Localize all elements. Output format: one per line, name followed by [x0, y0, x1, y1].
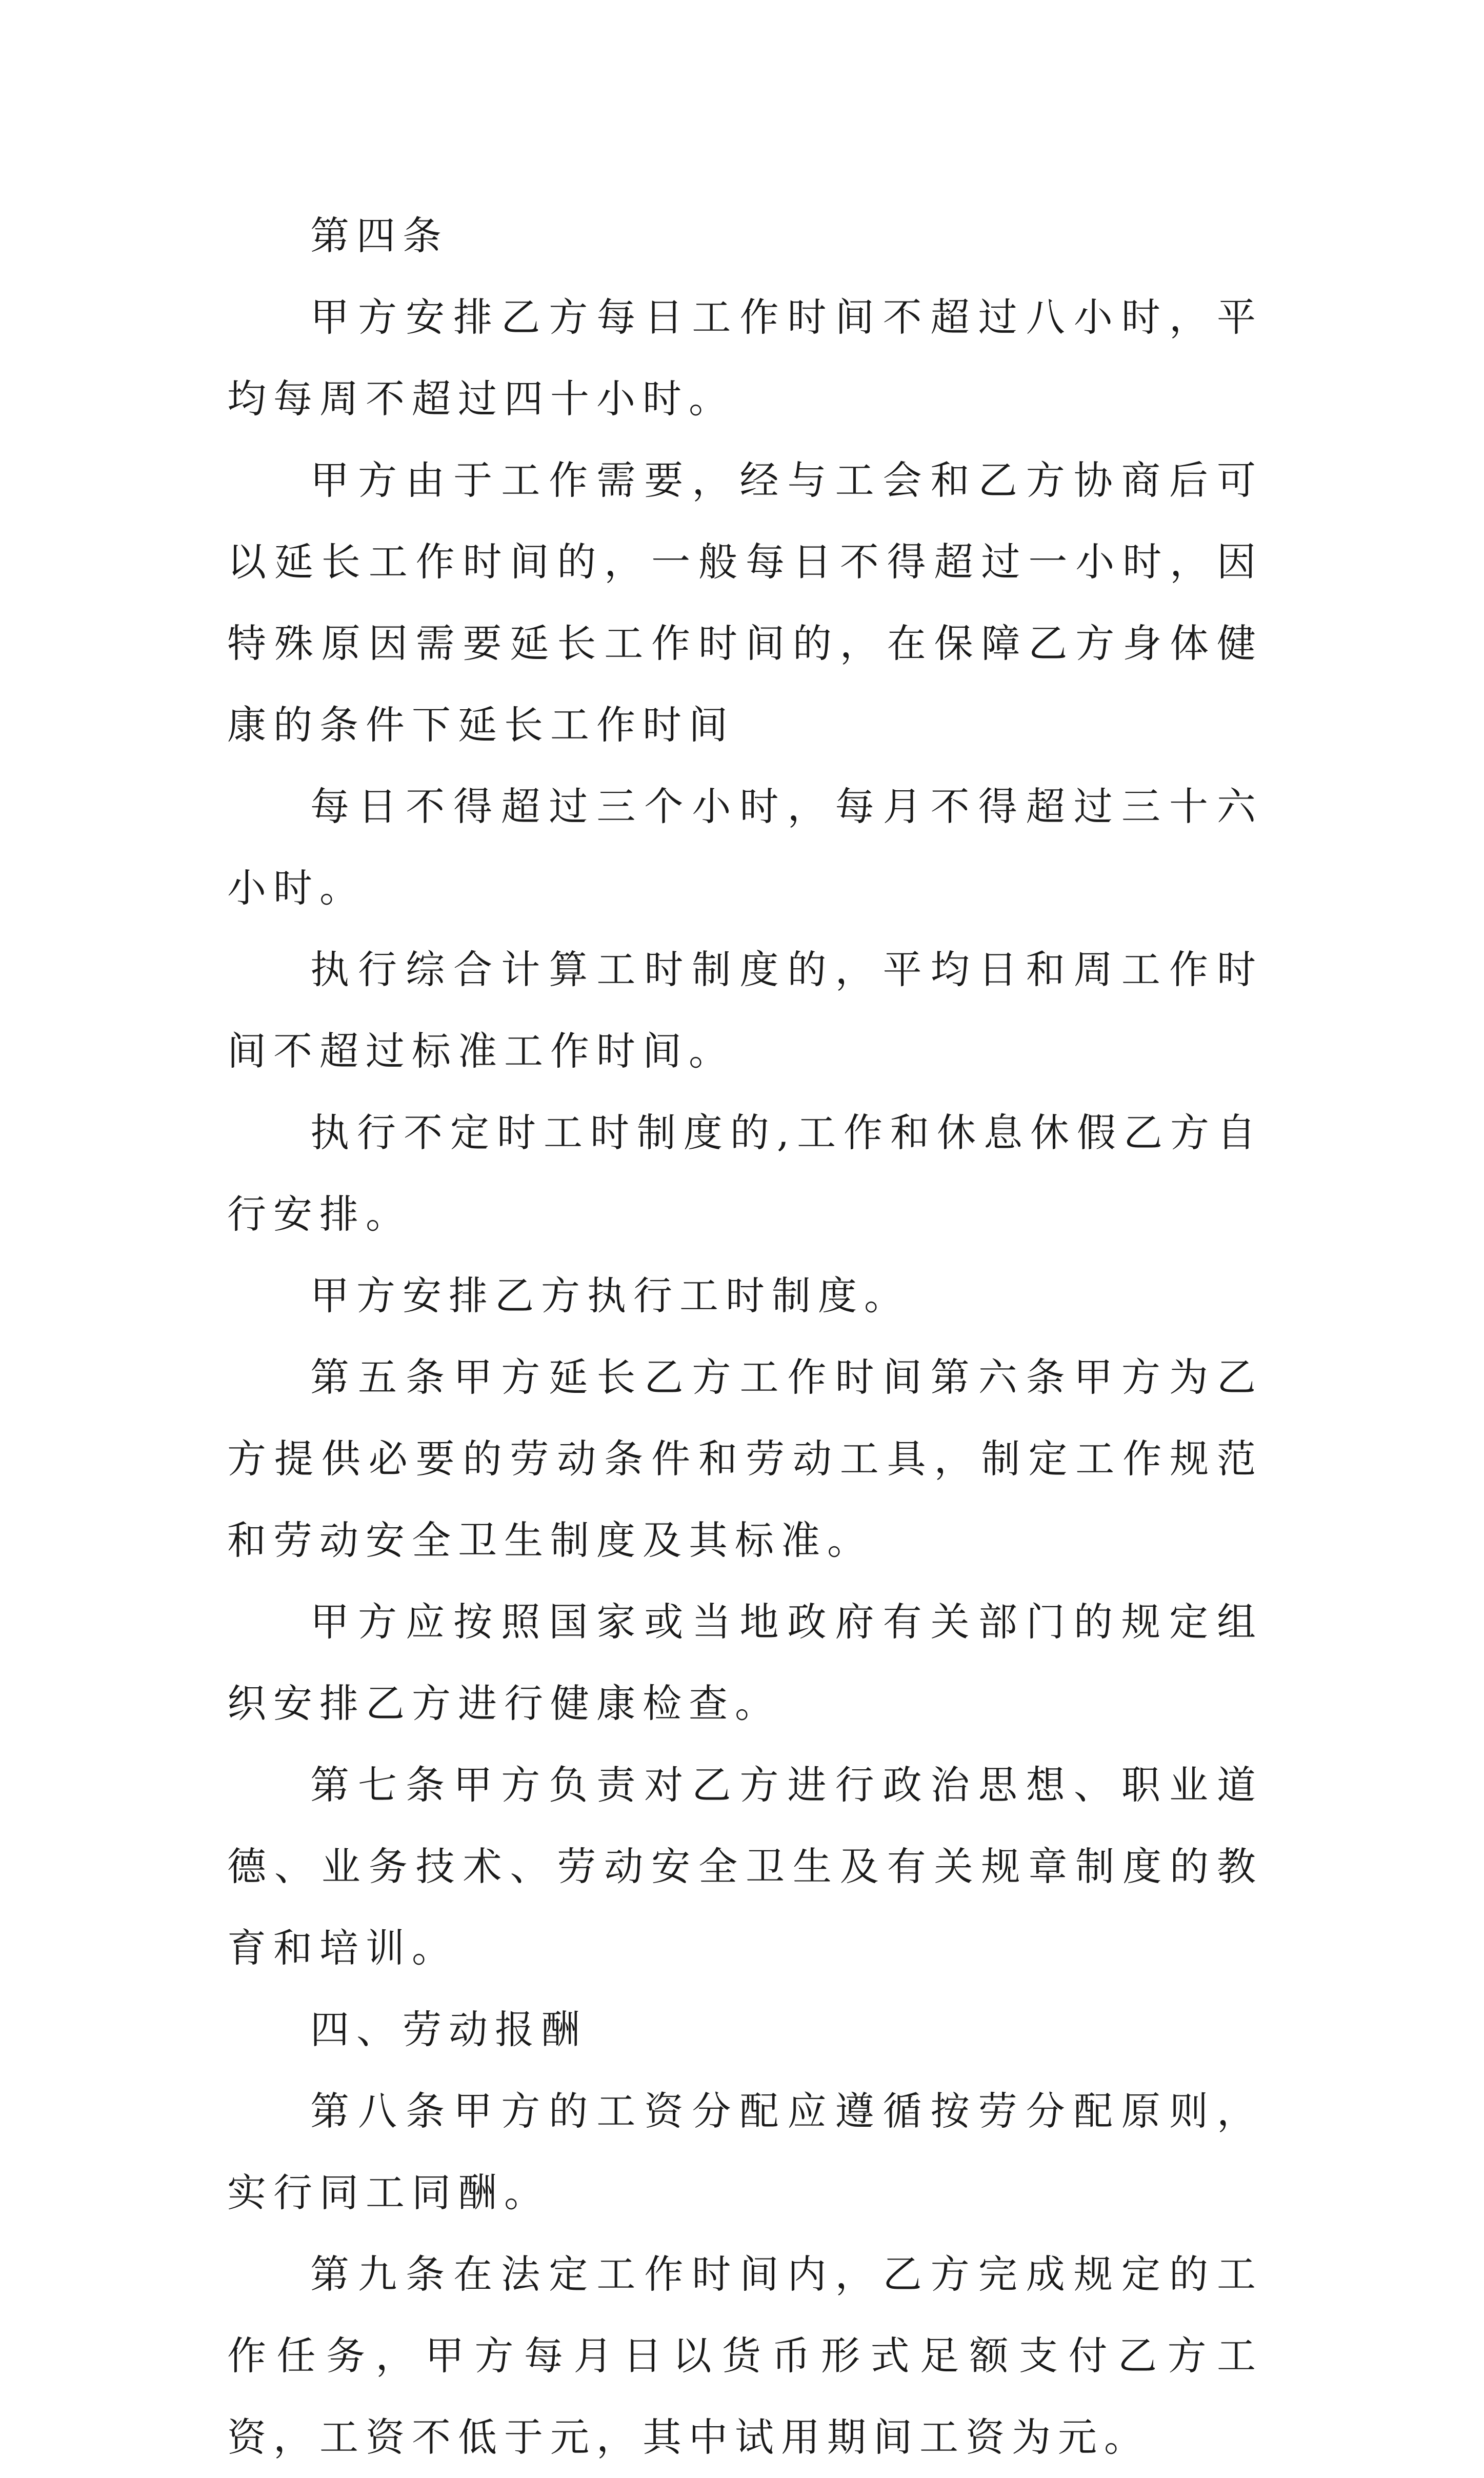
section-heading-remuneration: 四、劳动报酬	[310, 2007, 587, 2052]
paragraph-article-9-payment: 第九条在法定工作时间内，乙方完成规定的工作任务，甲方每月日以货币形式足额支付乙方工资，工资不低于元，其中试用期间工资为元。	[227, 2251, 1263, 2460]
paragraph-article-4-heading: 第四条	[310, 213, 449, 258]
paragraph-overtime-extension: 甲方由于工作需要，经与工会和乙方协商后可以延长工作时间的，一般每日不得超过一小时，因特殊原因需要延长工作时间的，在保障乙方身体健康的条件下延长工作时间	[227, 457, 1263, 748]
paragraph-health-check: 甲方应按照国家或当地政府有关部门的规定组织安排乙方进行健康检查。	[227, 1599, 1263, 1726]
paragraph-flexible-hours: 执行不定时工时制度的,工作和休息休假乙方自行安排。	[227, 1110, 1263, 1237]
paragraph-article-7-training: 第七条甲方负责对乙方进行政治思想、职业道德、业务技术、劳动安全卫生及有关规章制度的教育和培训。	[227, 1762, 1263, 1971]
paragraph-daily-hours: 甲方安排乙方每日工作时间不超过八小时，平均每周不超过四十小时。	[227, 294, 1263, 422]
paragraph-article-8-wages: 第八条甲方的工资分配应遵循按劳分配原则，实行同工同酬。	[227, 2088, 1263, 2215]
paragraph-articles-5-6: 第五条甲方延长乙方工作时间第六条甲方为乙方提供必要的劳动条件和劳动工具，制定工作规范和劳动安全卫生制度及其标准。	[227, 1354, 1263, 1563]
document-body	[227, 195, 1263, 2478]
paragraph-work-hour-system: 甲方安排乙方执行工时制度。	[310, 1273, 910, 1318]
paragraph-overtime-limits: 每日不得超过三个小时，每月不得超过三十六小时。	[227, 784, 1263, 911]
paragraph-comprehensive-hours: 执行综合计算工时制度的，平均日和周工作时间不超过标准工作时间。	[227, 947, 1263, 1074]
